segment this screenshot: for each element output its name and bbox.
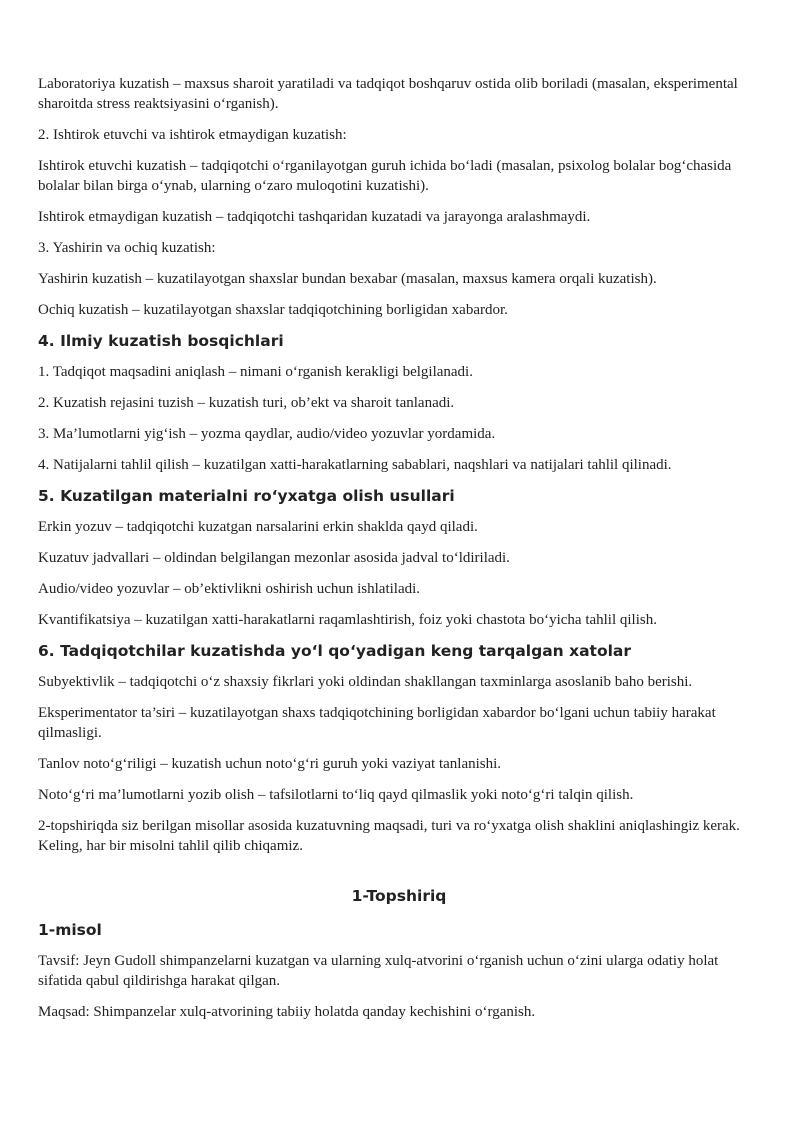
section-5-item: Kuzatuv jadvallari – oldindan belgilangan mezonlar asosida jadval to‘ldiriladi.: [38, 550, 510, 566]
section-4-item: 2. Kuzatish rejasini tuzish – kuzatish turi, ob’ekt va sharoit tanlanadi.: [38, 395, 455, 411]
section-5-item: Kvantifikatsiya – kuzatilgan xatti-harakatlarni raqamlashtirish, foiz yoki chastota bo‘yicha tahlil qilish.: [38, 612, 657, 628]
section-5-heading: 5. Kuzatilgan materialni ro‘yxatga olish usullari: [38, 487, 455, 505]
task-example-heading: 1-misol: [38, 921, 102, 939]
paragraph-open-observation: Ochiq kuzatish – kuzatilayotgan shaxslar tadqiqotchining borligidan xabardor.: [38, 302, 508, 318]
section-6-item: Eksperimentator ta’siri – kuzatilayotgan shaxs tadqiqotchining borligidan xabardor bo‘lgani uchun tabiiy harakat qilmasligi.: [38, 705, 716, 741]
paragraph-hidden-observation: Yashirin kuzatish – kuzatilayotgan shaxslar bundan bexabar (masalan, maxsus kamera orqali kuzatish).: [38, 271, 657, 287]
section-6-heading: 6. Tadqiqotchilar kuzatishda yo‘l qo‘yadigan keng tarqalgan xatolar: [38, 642, 632, 660]
section-4-heading: 4. Ilmiy kuzatish bosqichlari: [38, 332, 284, 350]
paragraph-participant-observation: Ishtirok etuvchi kuzatish – tadqiqotchi o‘rganilayotgan guruh ichida bo‘ladi (masalan, psixolog bolalar bog‘chasida bolalar bilan birga o‘ynab, ularning o‘zaro muloqotini kuzatishi).: [38, 158, 732, 194]
section-4-item: 1. Tadqiqot maqsadini aniqlash – nimani o‘rganish kerakligi belgilanadi.: [38, 364, 473, 380]
section-4-item: 4. Natijalarni tahlil qilish – kuzatilgan xatti-harakatlarning sabablari, naqshlari va natijalari tahlil qilinadi.: [38, 457, 672, 473]
task-title: 1-Topshiriq: [351, 887, 447, 905]
section-6-item: Subyektivlik – tadqiqotchi o‘z shaxsiy fikrlari yoki oldindan shakllangan taxminlarga asoslanib baho berishi.: [38, 674, 693, 690]
task-goal: Maqsad: Shimpanzelar xulq-atvorining tabiiy holatda qanday kechishini o‘rganish.: [38, 1004, 536, 1020]
paragraph-participant-heading: 2. Ishtirok etuvchi va ishtirok etmaydigan kuzatish:: [38, 127, 347, 143]
section-5-item: Erkin yozuv – tadqiqotchi kuzatgan narsalarini erkin shaklda qayd qiladi.: [38, 519, 478, 535]
section-6-intro-task: 2-topshiriqda siz berilgan misollar asosida kuzatuvning maqsadi, turi va ro‘yxatga olish shaklini aniqlashingiz kerak. Keling, har bir misolni tahlil qilib chiqamiz.: [38, 818, 740, 854]
section-4-item: 3. Ma’lumotlarni yig‘ish – yozma qaydlar, audio/video yozuvlar yordamida.: [38, 426, 496, 442]
paragraph-nonparticipant-observation: Ishtirok etmaydigan kuzatish – tadqiqotchi tashqaridan kuzatadi va jarayonga aralashmaydi.: [38, 209, 591, 225]
section-5-item: Audio/video yozuvlar – ob’ektivlikni oshirish uchun ishlatiladi.: [38, 581, 421, 597]
task-description: Tavsif: Jeyn Gudoll shimpanzelarni kuzatgan va ularning xulq-atvorini o‘rganish uchun o‘zini ularga odatiy holat sifatida qabul qildirishga harakat qilgan.: [38, 953, 719, 989]
paragraph-hidden-open-heading: 3. Yashirin va ochiq kuzatish:: [38, 240, 216, 256]
paragraph-lab-observation: Laboratoriya kuzatish – maxsus sharoit yaratiladi va tadqiqot boshqaruv ostida olib boriladi (masalan, eksperimental sharoitda stress reaktsiyasini o‘rganish).: [38, 76, 738, 112]
document-page: [38, 74, 760, 1033]
section-6-item: Noto‘g‘ri ma’lumotlarni yozib olish – tafsilotlarni to‘liq qayd qilmaslik yoki noto‘g‘ri talqin qilish.: [38, 787, 634, 803]
section-6-item: Tanlov noto‘g‘riligi – kuzatish uchun noto‘g‘ri guruh yoki vaziyat tanlanishi.: [38, 756, 502, 772]
